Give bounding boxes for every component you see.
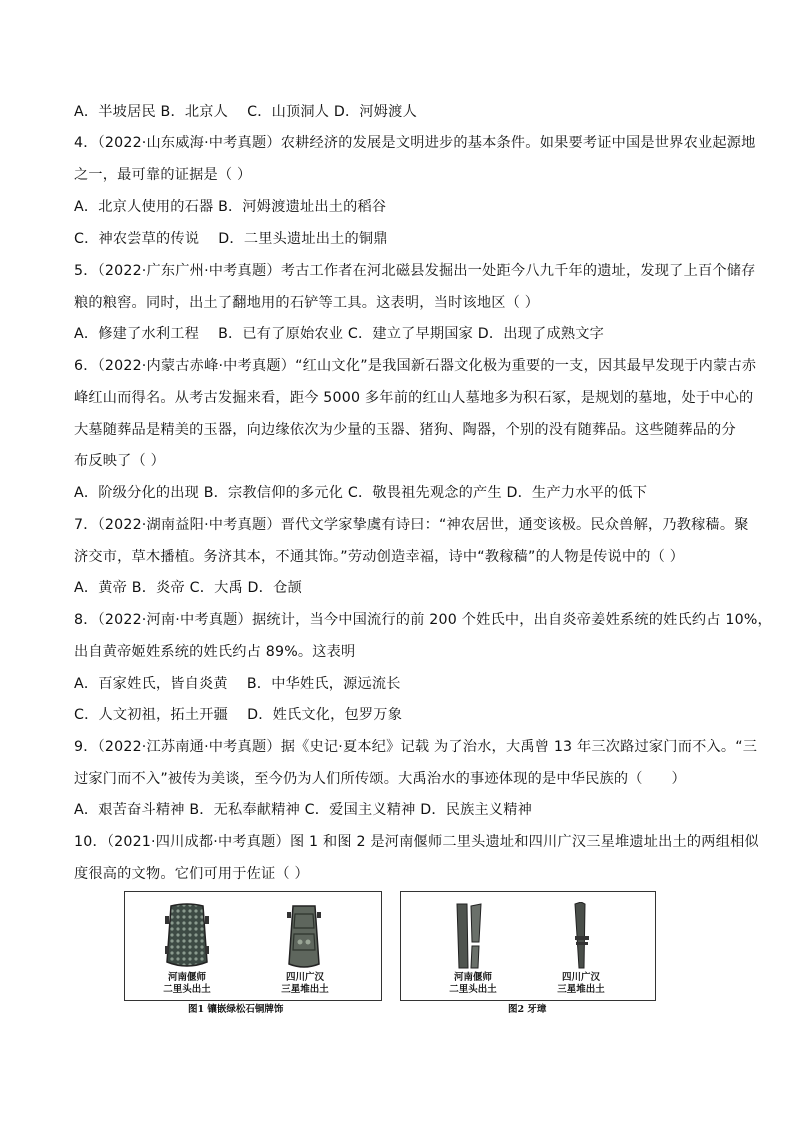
question-4-stem-cont: 之一，最可靠的证据是（ ）: [74, 167, 252, 183]
question-8-options-cd: C．人文初祖，拓土开疆 D．姓氏文化，包罗万象: [74, 707, 403, 723]
question-5-stem-cont: 粮的粮窖。同时，出土了翻地用的石铲等工具。这表明，当时该地区（ ）: [74, 295, 540, 311]
question-10-stem-cont: 度很高的文物。它们可用于佐证（ ）: [74, 866, 309, 882]
question-5-options: A．修建了水利工程 B．已有了原始农业 C．建立了早期国家 D．出现了成熟文字: [74, 326, 604, 342]
caption-site-line: 四川广汉: [285, 972, 324, 983]
caption-site-line: 河南偃师: [167, 972, 206, 983]
question-6-stem: 6．（2022·内蒙古赤峰·中考真题）“红山文化”是我国新石器文化极为重要的一支，因其最早发现于内蒙古赤: [74, 358, 757, 374]
figure-1-panel: [124, 891, 382, 1001]
figure-2-right-caption: [546, 972, 616, 996]
question-6-stem-cont-1: 峰红山而得名。从考古发掘来看，距今 5000 多年前的红山人墓地多为积石冢，是规划的墓地，处于中心的: [74, 390, 754, 406]
caption-site-line: 四川广汉: [561, 972, 600, 983]
caption-origin-line: 三星堆出土: [281, 984, 329, 995]
question-4-options-ab: A．北京人使用的石器 B．河姆渡遗址出土的稻谷: [74, 199, 387, 215]
question-8-options-ab: A．百家姓氏，皆自炎黄 B．中华姓氏，源远流长: [74, 676, 401, 692]
question-3-options: A．半坡居民 B．北京人 C．山顶洞人 D．河姆渡人: [74, 104, 417, 120]
caption-origin-line: 二里头出土: [449, 984, 497, 995]
question-6-options: A．阶级分化的出现 B．宗教信仰的多元化 C．敬畏祖先观念的产生 D．生产力水平的低下: [74, 485, 648, 501]
question-5-stem: 5．（2022·广东广州·中考真题）考古工作者在河北磁县发掘出一处距今八九千年的遗址，发现了上百个储存: [74, 263, 756, 279]
bronze-plaque-sanxingdui: [283, 904, 325, 970]
figure-1-right-caption: [270, 972, 340, 996]
figure-1-left-caption: [152, 972, 222, 996]
figure-2-panel: [400, 891, 656, 1001]
turquoise-bronze-plaque-erlitou: [163, 902, 211, 970]
question-9-options: A．艰苦奋斗精神 B．无私奉献精神 C．爱国主义精神 D．民族主义精神: [74, 802, 533, 818]
jade-yazhang-sanxingdui: [567, 902, 597, 972]
question-7-stem: 7．（2022·湖南益阳·中考真题）晋代文学家挚虞有诗曰：“神农居世，通变该极。民众兽解，乃教稼穑。聚: [74, 517, 749, 533]
question-8-stem: 8．（2022·河南·中考真题）据统计，当今中国流行的前 200 个姓氏中，出自炎帝姜姓系统的姓氏约占 10%，: [74, 612, 772, 628]
jade-yazhang-erlitou: [451, 902, 487, 972]
question-7-options: A．黄帝 B．炎帝 C．大禹 D．仓颉: [74, 580, 302, 596]
figure-2-left-caption: [438, 972, 508, 996]
question-8-stem-cont: 出自黄帝姬姓系统的姓氏约占 89%。这表明: [74, 644, 356, 660]
caption-origin-line: 二里头出土: [163, 984, 211, 995]
question-10-figures: [124, 891, 744, 1021]
caption-site-line: 河南偃师: [453, 972, 492, 983]
question-9-stem: 9．（2022·江苏南通·中考真题）据《史记·夏本纪》记载 为了治水，大禹曾 13 年三次路过家门而不入。“三: [74, 739, 758, 755]
question-6-stem-cont-3: 布反映了（ ）: [74, 453, 166, 469]
question-4-stem: 4．（2022·山东威海·中考真题）农耕经济的发展是文明进步的基本条件。如果要考证中国是世界农业起源地: [74, 135, 756, 151]
question-9-stem-cont: 过家门而不入”被传为美谈，至今仍为人们所传颂。大禹治水的事迹体现的是中华民族的（ ）: [74, 771, 686, 787]
question-7-stem-cont: 济交市，草木播植。务济其本，不通其饰。”劳动创造幸福，诗中“教稼穑”的人物是传说中的（ ）: [74, 549, 685, 565]
question-10-stem: 10．（2021·四川成都·中考真题）图 1 和图 2 是河南偃师二里头遗址和四川广汉三星堆遗址出土的两组相似: [74, 834, 759, 850]
question-6-stem-cont-2: 大墓随葬品是精美的玉器，向边缘依次为少量的玉器、猪狗、陶器，个别的没有随葬品。这些随葬品的分: [74, 422, 736, 438]
caption-origin-line: 三星堆出土: [557, 984, 605, 995]
figure-2-title: 图2 牙璋: [508, 1004, 547, 1015]
figure-1-title: 图1 镶嵌绿松石铜牌饰: [188, 1004, 284, 1015]
question-4-options-cd: C．神农尝草的传说 D．二里头遗址出土的铜鼎: [74, 231, 388, 247]
